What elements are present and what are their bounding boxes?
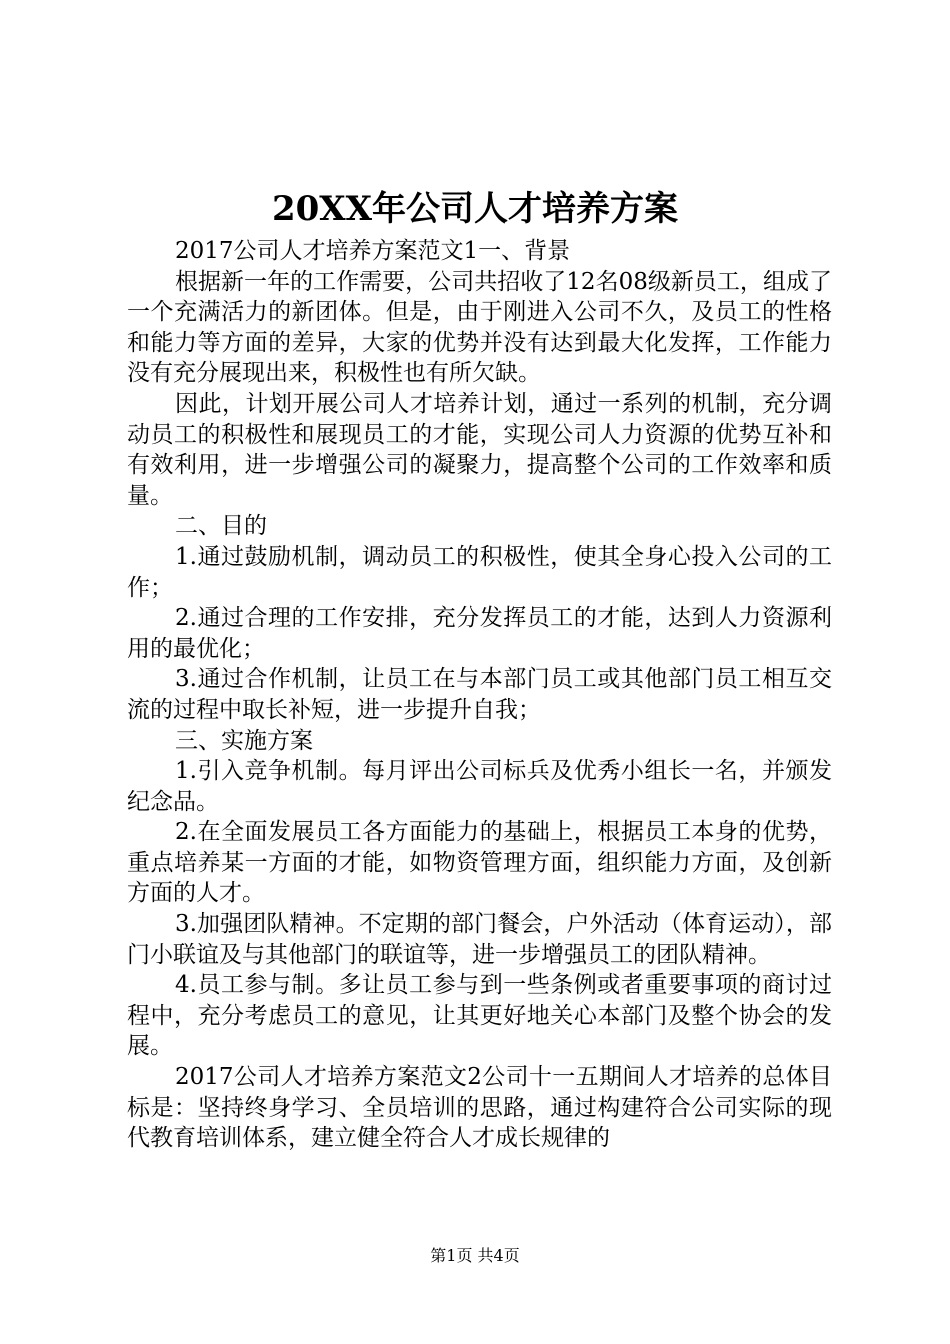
paragraph: 4.员工参与制。多让员工参与到一些条例或者重要事项的商讨过程中，充分考虑员工的意见，让其更好地关心本部门及整个协会的发展。	[127, 972, 832, 1060]
paragraph: 因此，计划开展公司人才培养计划，通过一系列的机制，充分调动员工的积极性和展现员工的才能，实现公司人力资源的优势互补和有效利用，进一步增强公司的凝聚力，提高整个公司的工作效率和质量。	[127, 390, 832, 509]
paragraph: 2017公司人才培养方案范文2公司十一五期间人才培养的总体目标是：坚持终身学习、全员培训的思路，通过构建符合公司实际的现代教育培训体系，建立健全符合人才成长规律的	[127, 1064, 832, 1152]
paragraph: 2017公司人才培养方案范文1一、背景	[175, 238, 571, 264]
paragraph: 3.通过合作机制，让员工在与本部门员工或其他部门员工相互交流的过程中取长补短，进一步提升自我；	[127, 666, 832, 723]
paragraph: 根据新一年的工作需要，公司共招收了12名08级新员工，组成了一个充满活力的新团体。但是，由于刚进入公司不久，及员工的性格和能力等方面的差异，大家的优势并没有达到最大化发挥，工作能力没有充分展现出来，积极性也有所欠缺。	[127, 268, 832, 387]
paragraph: 2.通过合理的工作安排，充分发挥员工的才能，达到人力资源利用的最优化；	[127, 605, 832, 662]
page-footer: 第1页 共4页	[430, 1246, 520, 1265]
paragraph: 3.加强团队精神。不定期的部门餐会，户外活动（体育运动），部门小联谊及与其他部门的联谊等，进一步增强员工的团队精神。	[127, 911, 832, 968]
document-title: 20XX年公司人才培养方案	[271, 189, 679, 229]
section-heading: 三、实施方案	[175, 727, 313, 754]
paragraph: 2.在全面发展员工各方面能力的基础上，根据员工本身的优势，重点培养某一方面的才能，如物资管理方面，组织能力方面，及创新方面的人才。	[127, 819, 832, 907]
paragraph: 1.引入竞争机制。每月评出公司标兵及优秀小组长一名，并颁发纪念品。	[127, 758, 832, 815]
section-heading: 二、目的	[175, 513, 267, 540]
document-body	[127, 236, 832, 1154]
paragraph: 1.通过鼓励机制，调动员工的积极性，使其全身心投入公司的工作；	[127, 543, 832, 601]
